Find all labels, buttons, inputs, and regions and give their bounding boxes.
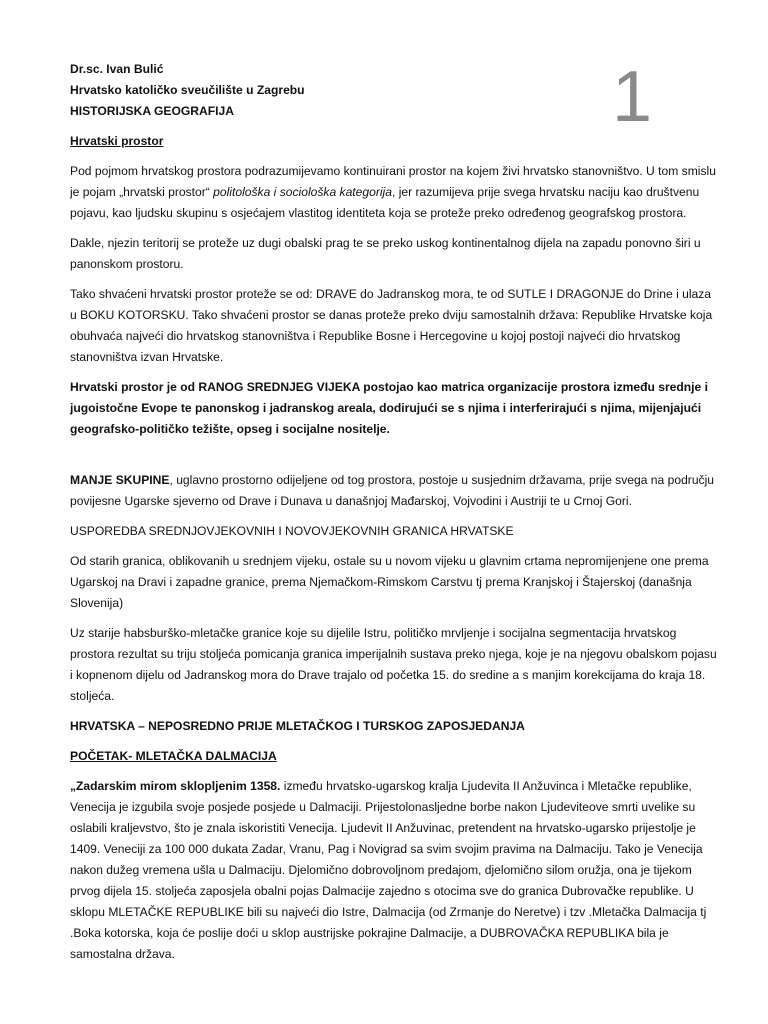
author-name: Dr.sc. Ivan Bulić [70,62,164,76]
section-title-hrvatska: HRVATSKA – NEPOSREDNO PRIJE MLETAČKOG I TURSKOG ZAPOSJEDANJA [70,719,525,733]
paragraph-7: Uz starije habsburško-mletačke granice koje su dijelile Istru, političko mrvljenje i socijalna segmentacija hrvatskog prostora rezultat su triju stoljeća pomicanja granica imperijalnih sustava preko njega, koje je na njegovu obalskom pojasu i kopnenom dijelu od Jadranskog mora do Drave trajalo od početka 15. do sredine a s manjim korekcijama do kraja 18. stoljeća. [70,626,717,703]
paragraph-5 [70,470,720,512]
page-number: 1 [612,57,653,137]
section-title-hrvatski-prostor: Hrvatski prostor [70,134,164,148]
course-title: HISTORIJSKA GEOGRAFIJA [70,104,234,118]
paragraph-6: Od starih granica, oblikovanih u srednjem vijeku, ostale su u novom vijeku u glavnim crtama nepromijenjene one prema Ugarskoj na Dravi i zapadne granice, prema Njemačkom-Rimskom Carstvu tj prema Kranjskoj i Štajerskoj (današnja Slovenija) [70,554,709,610]
section-title-usporedba: USPOREDBA SREDNJOVJEKOVNIH I NOVOVJEKOVNIH GRANICA HRVATSKE [70,524,514,538]
paragraph-1-text-a: Pod pojmom hrvatskog prostora podrazumijevamo kontinuirani prostor na kojem živi hrvatsko stanovništvo. U tom smislu je pojam „hrvatski prostor“ [70,164,716,199]
paragraph-1 [70,161,720,224]
paragraph-8-bold: „Zadarskim mirom sklopljenim 1358. [70,779,281,793]
subsection-title-pocetak: POČETAK- MLETAČKA DALMACIJA [70,749,277,763]
paragraph-1-emphasis: politološka i sociološka kategorija [213,185,392,199]
paragraph-4: Hrvatski prostor je od RANOG SREDNJEG VIJEKA postojao kao matrica organizacije prostora između srednje i jugoistočne Evope te panonskog i jadranskog areala, dodirujući se s njima i interferirajući s njima, mijenjajući geografsko-političko težište, opseg i socijalne nositelje. [70,380,708,436]
institution-name: Hrvatsko katoličko sveučilište u Zagrebu [70,83,305,97]
paragraph-5-bold: MANJE SKUPINE [70,473,170,487]
paragraph-5-text: , uglavno prostorno odijeljene od tog prostora, postoje u susjednim državama, prije svega na području povijesne Ugarske sjeverno od Drave i Dunava u današnjoj Mađarskoj, Vojvodini i Austriji te u Crnoj Gori. [70,473,715,508]
paragraph-1-text-b: , jer razumijeva prije svega hrvatsku naciju kao društvenu pojavu, kao ljudsku skupinu s osjećajem vlastitog identiteta koja se proteže preko određenog geografskog prostora. [70,185,700,220]
paragraph-3: Tako shvaćeni hrvatski prostor proteže se od: DRAVE do Jadranskog mora, te od SUTLE I DRAGONJE do Drine i ulaza u BOKU KOTORSKU. Tako shvaćeni prostor se danas proteže preko dviju samostalnih država: Republike Hrvatske koja obuhvaća najveći dio hrvatskog stanovništva i Republike Bosne i Hercegovine u kojoj postoji najveći dio hrvatskog stanovništva izvan Hrvatske. [70,287,713,364]
paragraph-2: Dakle, njezin teritorij se proteže uz dugi obalski prag te se preko uskog kontinentalnog dijela na zapadu ponovno širi u panonskom prostoru. [70,236,701,271]
document-page [70,59,720,965]
paragraph-8-text: između hrvatsko-ugarskog kralja Ljudevita II Anžuvinca i Mletačke republike, Venecija je izgubila svoje posjede posjede u Dalmaciji. Prijestolonasljedne borbe nakon Ljudeviteove smrti uvelike su oslabili kraljevstvo, što je znala iskoristiti Venecija. Ljudevit II Anžuvinac, pretendent na hrvatsko-ugarsko prijestolje je 1409. Veneciji za 100 000 dukata Zadar, Vranu, Pag i Novigrad sa svim svojim pravima na Dalmaciju. Tako je Venecija nakon dužeg vremena ušla u Dalmaciju. Djelomično dobrovoljnom predajom, djelomično silom oružja, ona je tijekom prvog dijela 15. stoljeća zaposjela obalni pojas Dalmacije zajedno s otocima sve do granica Dubrovačke republike. U sklopu MLETAČKE REPUBLIKE bili su najveći dio Istre, Dalmacija (od Zrmanje do Neretve) i tzv .Mletačka Dalmacija tj .Boka kotorska, koja će poslije doći u sklop austrijske pokrajine Dalmacije, a DUBROVAČKA REPUBLIKA bila je samostalna država. [70,779,707,961]
paragraph-8 [70,776,720,965]
